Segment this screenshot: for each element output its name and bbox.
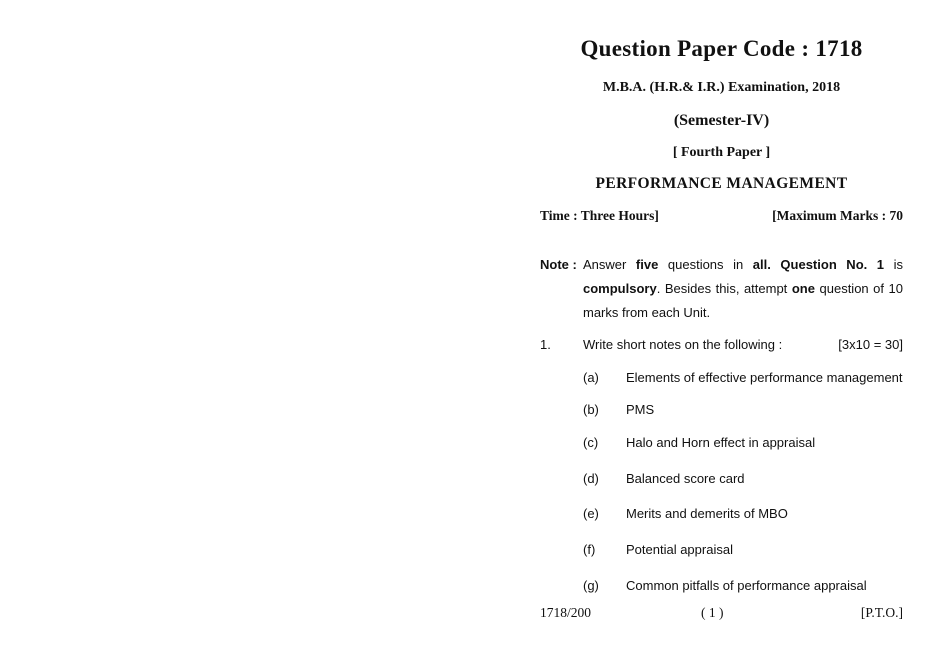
note-one: one — [791, 281, 815, 296]
maximum-marks: [Maximum Marks : 70 — [772, 208, 903, 223]
list-item — [583, 402, 913, 417]
item-label: (a) — [583, 370, 599, 385]
list-item — [583, 578, 913, 593]
paper-serial: 1718/200 — [540, 605, 592, 620]
item-label: (f) — [583, 542, 596, 557]
note-text — [583, 253, 903, 325]
note-all: all. — [752, 257, 771, 272]
question-text: Write short notes on the following : — [583, 337, 783, 352]
list-item — [583, 471, 913, 486]
time-allowed: Time : Three Hours] — [540, 208, 659, 223]
note-besides: . Besides this, attempt — [656, 281, 788, 296]
note-line-2 — [583, 277, 903, 301]
item-text: Halo and Horn effect in appraisal — [626, 435, 816, 450]
item-label: (g) — [583, 578, 599, 593]
item-text: Potential appraisal — [626, 542, 733, 557]
list-item — [583, 506, 913, 521]
list-item — [583, 435, 913, 450]
note-questions-in: questions in — [667, 257, 744, 272]
item-text: PMS — [626, 402, 655, 417]
question-marks: [3x10 = 30] — [838, 337, 903, 352]
item-text: Elements of effective performance management — [626, 370, 903, 385]
item-text: Common pitfalls of performance appraisal — [626, 578, 867, 593]
note-five: five — [635, 257, 659, 272]
item-label: (e) — [583, 506, 599, 521]
exam-title: M.B.A. (H.R.& I.R.) Examination, 2018 — [602, 80, 841, 95]
question-paper-code: Question Paper Code : 1718 — [580, 36, 863, 61]
note-question-of: question of 10 — [819, 281, 903, 296]
note-answer: Answer — [583, 257, 627, 272]
pto-marker: [P.T.O.] — [860, 605, 903, 620]
list-item — [583, 542, 913, 557]
question-number: 1. — [540, 337, 551, 352]
item-text: Merits and demerits of MBO — [626, 506, 788, 521]
semester: (Semester-IV) — [673, 112, 770, 129]
item-label: (c) — [583, 435, 599, 450]
note-is: is — [893, 257, 903, 272]
note-line-1 — [583, 253, 903, 277]
note-question-no: Question No. 1 — [780, 257, 885, 272]
note-label: Note : — [540, 257, 577, 272]
paper-number: [ Fourth Paper ] — [672, 145, 771, 160]
item-text: Balanced score card — [626, 471, 745, 486]
subject-title: PERFORMANCE MANAGEMENT — [595, 175, 848, 192]
item-label: (b) — [583, 402, 599, 417]
item-label: (d) — [583, 471, 599, 486]
note-line-3: marks from each Unit. — [583, 305, 711, 320]
list-item — [583, 370, 913, 385]
page-number: ( 1 ) — [701, 605, 724, 620]
note-compulsory: compulsory — [583, 281, 657, 296]
